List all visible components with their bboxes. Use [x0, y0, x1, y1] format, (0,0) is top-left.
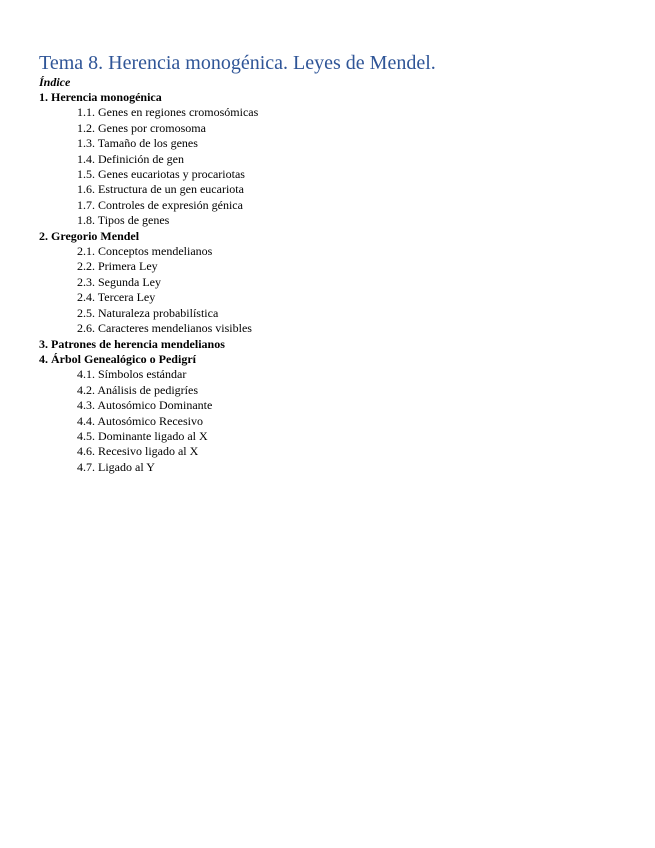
- toc-section: [39, 90, 629, 229]
- toc-section-title: 4. Árbol Genealógico o Pedigrí: [39, 351, 196, 366]
- toc-subsection-item: 2.2. Primera Ley: [77, 259, 158, 274]
- toc-section: [39, 352, 629, 475]
- toc-section: [39, 337, 629, 352]
- table-of-contents: [39, 90, 629, 475]
- toc-subsection-item: 4.5. Dominante ligado al X: [77, 428, 208, 443]
- toc-section-title: 2. Gregorio Mendel: [39, 228, 140, 243]
- toc-subsection-list: [39, 105, 629, 228]
- toc-subsection-item: 2.5. Naturaleza probabilística: [77, 305, 219, 320]
- toc-subsection-item: 4.7. Ligado al Y: [77, 459, 155, 474]
- toc-subsection-item: 2.4. Tercera Ley: [77, 290, 156, 305]
- toc-subsection-item: 1.2. Genes por cromosoma: [77, 120, 206, 135]
- toc-subsection-item: 1.4. Definición de gen: [77, 151, 184, 166]
- toc-subsection-item: 1.6. Estructura de un gen eucariota: [77, 182, 244, 197]
- toc-subsection-item: 1.8. Tipos de genes: [77, 213, 170, 228]
- toc-subsection-item: 4.3. Autosómico Dominante: [77, 398, 213, 413]
- index-label: Índice: [39, 75, 71, 89]
- document-page: [39, 51, 629, 475]
- toc-section-title: 3. Patrones de herencia mendelianos: [39, 336, 225, 351]
- toc-subsection-item: 1.7. Controles de expresión génica: [77, 197, 243, 212]
- toc-subsection-item: 4.4. Autosómico Recesivo: [77, 413, 203, 428]
- toc-section-title: 1. Herencia monogénica: [39, 90, 162, 104]
- toc-subsection-item: 4.6. Recesivo ligado al X: [77, 444, 199, 459]
- toc-subsection-item: 4.2. Análisis de pedigríes: [77, 382, 198, 397]
- toc-subsection-list: [39, 367, 629, 475]
- document-title: Tema 8. Herencia monogénica. Leyes de Mendel.: [39, 52, 436, 74]
- toc-subsection-item: 4.1. Símbolos estándar: [77, 367, 187, 382]
- toc-subsection-item: 2.3. Segunda Ley: [77, 274, 161, 289]
- toc-section: [39, 229, 629, 337]
- toc-subsection-item: 2.1. Conceptos mendelianos: [77, 244, 213, 259]
- toc-subsection-item: 1.5. Genes eucariotas y procariotas: [77, 167, 245, 182]
- toc-subsection-item: 1.1. Genes en regiones cromosómicas: [77, 105, 259, 120]
- toc-subsection-item: 1.3. Tamaño de los genes: [77, 136, 198, 151]
- toc-subsection-item: 2.6. Caracteres mendelianos visibles: [77, 321, 252, 336]
- toc-subsection-list: [39, 244, 629, 336]
